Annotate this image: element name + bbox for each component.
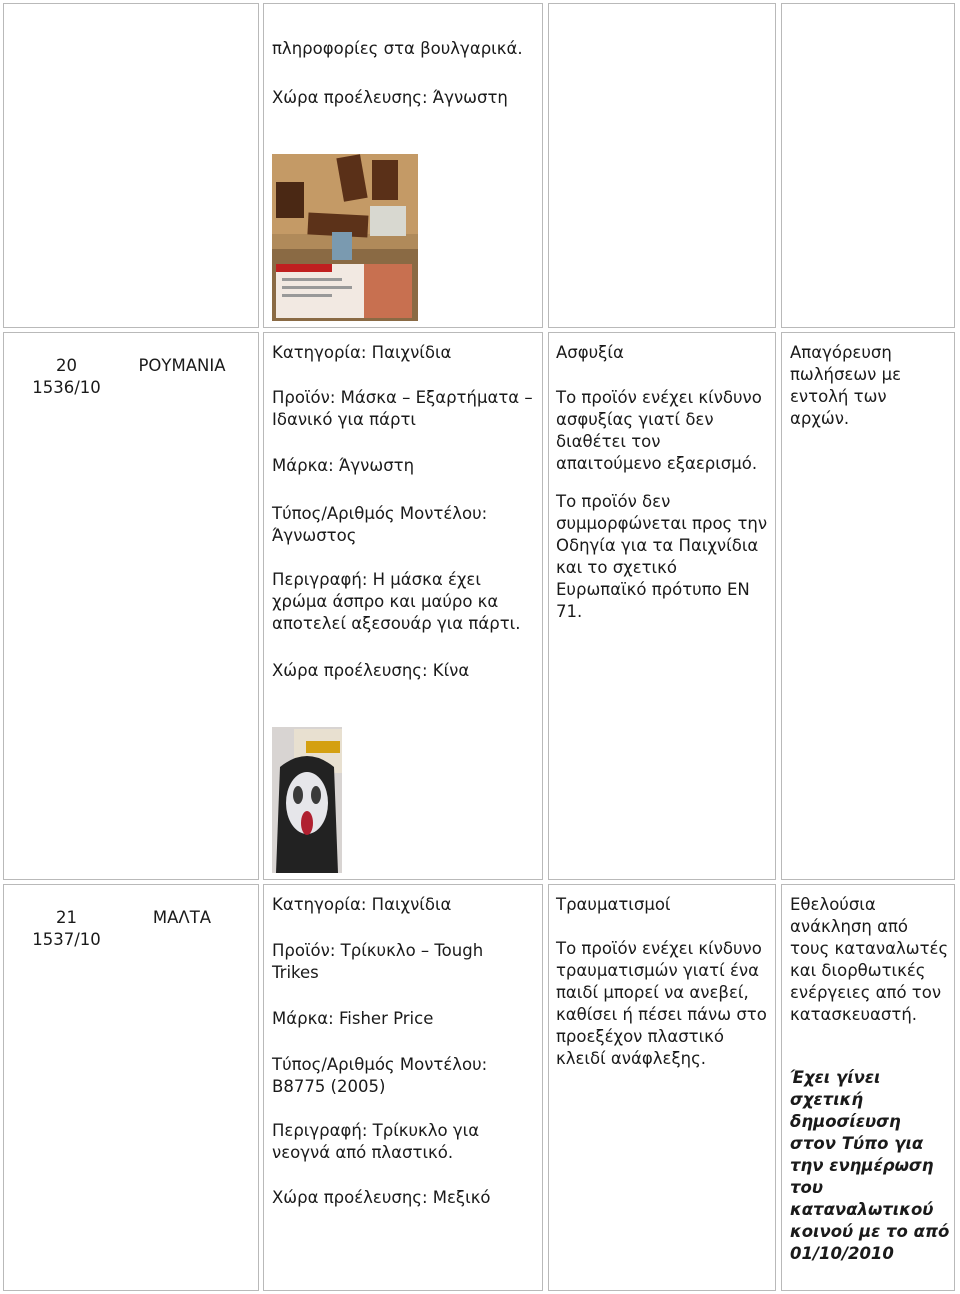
brand-text: Μάρκα: Fisher Price bbox=[272, 1009, 434, 1028]
entry-index: 21 bbox=[56, 908, 77, 927]
chocolate-bars-photo bbox=[272, 154, 418, 321]
risk-type: Τραυματισμοί bbox=[556, 895, 671, 914]
entry-number bbox=[4, 907, 129, 951]
row-3-index-cell bbox=[3, 884, 259, 1291]
risk-description: Το προϊόν ενέχει κίνδυνο τραυματισμών γιατί ένα παιδί μπορεί να ανεβεί, καθίσει ή πέσει πάνω στο προεξέχον πλαστικό κλειδί ανάφλεξης. bbox=[556, 939, 767, 1068]
row-3-risk-cell bbox=[548, 884, 776, 1291]
brand-text: Μάρκα: Άγνωστη bbox=[272, 456, 415, 475]
model-text: Τύπος/Αριθμός Μοντέλου: Άγνωστος bbox=[272, 504, 488, 545]
category-text: Κατηγορία: Παιχνίδια bbox=[272, 895, 452, 914]
row-1-product-cell bbox=[263, 3, 543, 328]
measures-text: Εθελούσια ανάκληση από τους καταναλωτές και διορθωτικές ενέργειες από τον κατασκευαστή. bbox=[790, 895, 949, 1024]
category-text: Κατηγορία: Παιχνίδια bbox=[272, 343, 452, 362]
measures-text: Απαγόρευση πωλήσεων με εντολή των αρχών. bbox=[790, 343, 902, 428]
product-text: Προϊόν: Τρίκυκλο – Tough Trikes bbox=[272, 941, 484, 982]
origin-text: Χώρα προέλευσης: Άγνωστη bbox=[272, 88, 508, 107]
risk-type: Ασφυξία bbox=[556, 343, 624, 362]
row-1-measures-cell bbox=[781, 3, 955, 328]
press-note: Έχει γίνει σχετική δημοσίευση στον Τύπο για την ενημέρωση του καταναλωτικού κοινού με το από 01/10/2010 bbox=[790, 1068, 950, 1263]
compliance-text: Το προϊόν δεν συμμορφώνεται προς την Οδηγία για τα Παιχνίδια και το σχετικό Ευρωπαϊκό πρότυπο EN 71. bbox=[556, 492, 768, 621]
product-text: Προϊόν: Μάσκα – Εξαρτήματα – Ιδανικό για πάρτι bbox=[272, 388, 533, 429]
risk-description: Το προϊόν ενέχει κίνδυνο ασφυξίας γιατί δεν διαθέτει τον απαιτούμενο εξαερισμό. bbox=[556, 388, 762, 473]
description-text: Περιγραφή: Τρίκυκλο για νεογνά από πλαστικό. bbox=[272, 1121, 480, 1162]
row-2-risk-cell bbox=[548, 332, 776, 880]
row-3-measures-cell bbox=[781, 884, 955, 1291]
product-info-text: πληροφορίες στα βουλγαρικά. bbox=[272, 39, 523, 58]
mask-photo bbox=[272, 727, 342, 873]
row-1-index-cell bbox=[3, 3, 259, 328]
entry-ref: 1536/10 bbox=[32, 378, 101, 397]
row-2-index-cell bbox=[3, 332, 259, 880]
entry-ref: 1537/10 bbox=[32, 930, 101, 949]
origin-text: Χώρα προέλευσης: Κίνα bbox=[272, 661, 470, 680]
row-2-product-cell bbox=[263, 332, 543, 880]
row-3-product-cell bbox=[263, 884, 543, 1291]
row-1-risk-cell bbox=[548, 3, 776, 328]
entry-number bbox=[4, 355, 129, 399]
entry-index: 20 bbox=[56, 356, 77, 375]
description-text: Περιγραφή: Η μάσκα έχει χρώμα άσπρο και μαύρο κα αποτελεί αξεσουάρ για πάρτι. bbox=[272, 570, 521, 633]
model-text: Τύπος/Αριθμός Μοντέλου: B8775 (2005) bbox=[272, 1055, 488, 1096]
notifying-country: ΜΑΛΤΑ bbox=[152, 908, 212, 927]
notifying-country: ΡΟΥΜΑΝΙΑ bbox=[138, 356, 226, 375]
row-2-measures-cell bbox=[781, 332, 955, 880]
origin-text: Χώρα προέλευσης: Μεξικό bbox=[272, 1188, 491, 1207]
